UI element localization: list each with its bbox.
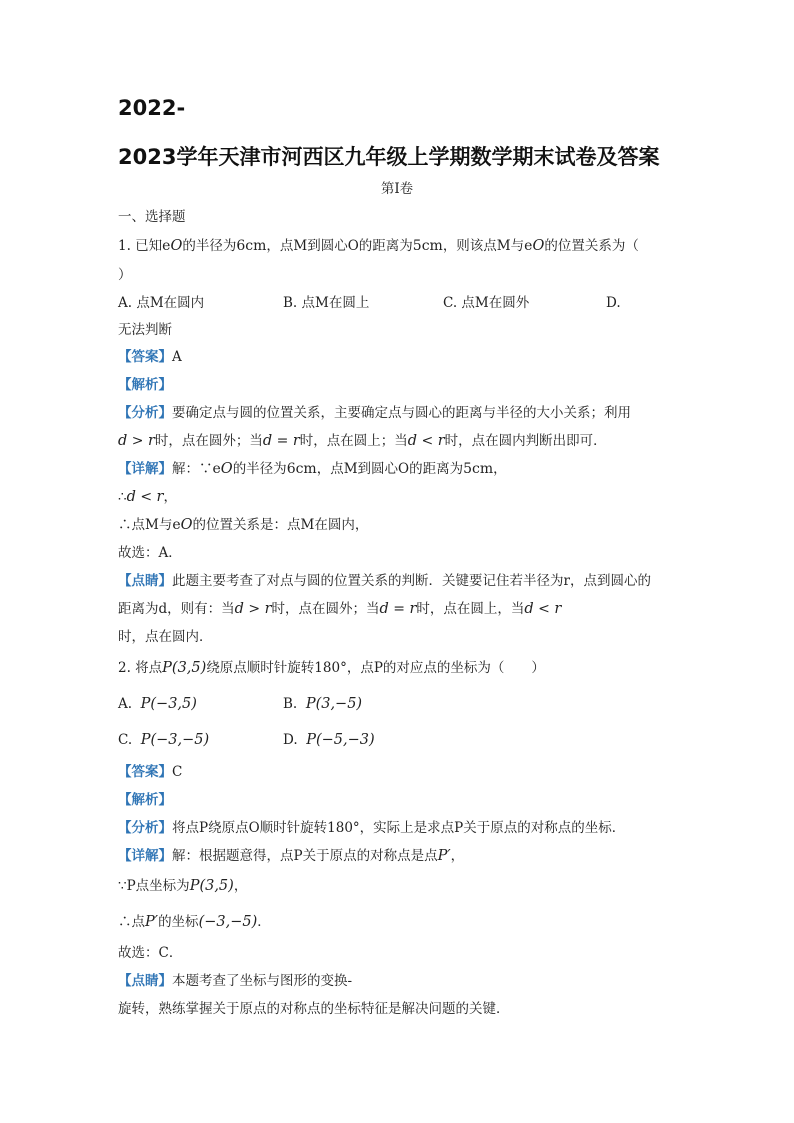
q2-option-a: A. P(−3,5) [118,696,197,712]
circle-symbol: e [212,461,221,477]
circle-symbol: e [162,238,171,254]
q1-option-d-text: 无法判断 [118,322,172,338]
q1-option-c: C. 点M在圆外 [443,295,530,311]
section-heading: 一、选择题 [118,209,186,225]
q2-option-c: C. P(−3,−5) [118,732,210,748]
title-line-1: 2022- [118,96,186,120]
q2-xiangjie-2: ∵P点坐标为P(3,5)， [118,878,248,894]
q2-answer: 【答案】C [118,764,183,780]
q1-xiangjie-3: ∴点M与eO的位置关系是：点M在圆内， [118,517,369,533]
q1-xiangjie: 【详解】解：∵eO的半径为6cm，点M到圆心O的距离为5cm， [118,461,507,477]
circle-symbol: e [172,517,181,533]
q2-xiangjie-3: ∴点P′的坐标(−3,−5)． [118,914,271,930]
q1-xiangjie-2: ∴d < r， [118,489,177,505]
q2-dianjing-2: 旋转，熟练掌握关于原点的对称点的坐标特征是解决问题的关键． [118,1001,510,1017]
q1-stem: 1. 已知eO的半径为6cm，点M到圆心O的距离为5cm，则该点M与eO的位置关系为（ [118,238,639,254]
q1-choice: 故选：A． [118,545,182,561]
q2-fenxi: 【分析】将点P绕原点O顺时针旋转180°，实际上是求点P关于原点的对称点的坐标． [118,820,626,836]
q1-dianjing-3: 时，点在圆内． [118,629,213,645]
q2-stem: 2. 将点P(3,5)绕原点顺时针旋转180°，点P的对应点的坐标为（ ） [118,660,545,676]
q2-analysis-tag: 【解析】 [118,792,172,808]
q1-dianjing-2: 距离为d，则有：当d > r时，点在圆外；当d = r时，点在圆上，当d < r [118,601,562,617]
q1-fenxi: 【分析】要确定点与圆的位置关系，主要确定点与圆心的距离与半径的大小关系；利用 [118,405,631,421]
q1-fenxi-cont: d > r时，点在圆外；当d = r时，点在圆上；当d < r时，点在圆内判断出即可． [118,433,607,449]
q2-dianjing: 【点睛】本题考查了坐标与图形的变换- [118,973,353,989]
q1-option-a: A. 点M在圆内 [118,295,205,311]
q2-option-b: B. P(3,−5) [283,696,363,712]
q2-choice: 故选：C． [118,945,183,961]
q2-option-d: D. P(−5,−3) [283,732,375,748]
title-line-2: 2023学年天津市河西区九年级上学期数学期末试卷及答案 [118,145,660,169]
q1-answer: 【答案】A [118,349,182,365]
volume-heading: 第Ⅰ卷 [380,181,414,197]
q1-stem-close: ） [118,267,132,283]
circle-symbol: e [524,238,533,254]
q1-analysis-tag: 【解析】 [118,377,172,393]
q1-option-b: B. 点M在圆上 [283,295,370,311]
q1-option-d: D. [606,295,621,311]
q1-dianjing: 【点睛】此题主要考查了对点与圆的位置关系的判断．关键要记住若半径为r，点到圆心的 [118,573,651,589]
q2-xiangjie: 【详解】解：根据题意得，点P关于原点的对称点是点P′， [118,848,465,864]
